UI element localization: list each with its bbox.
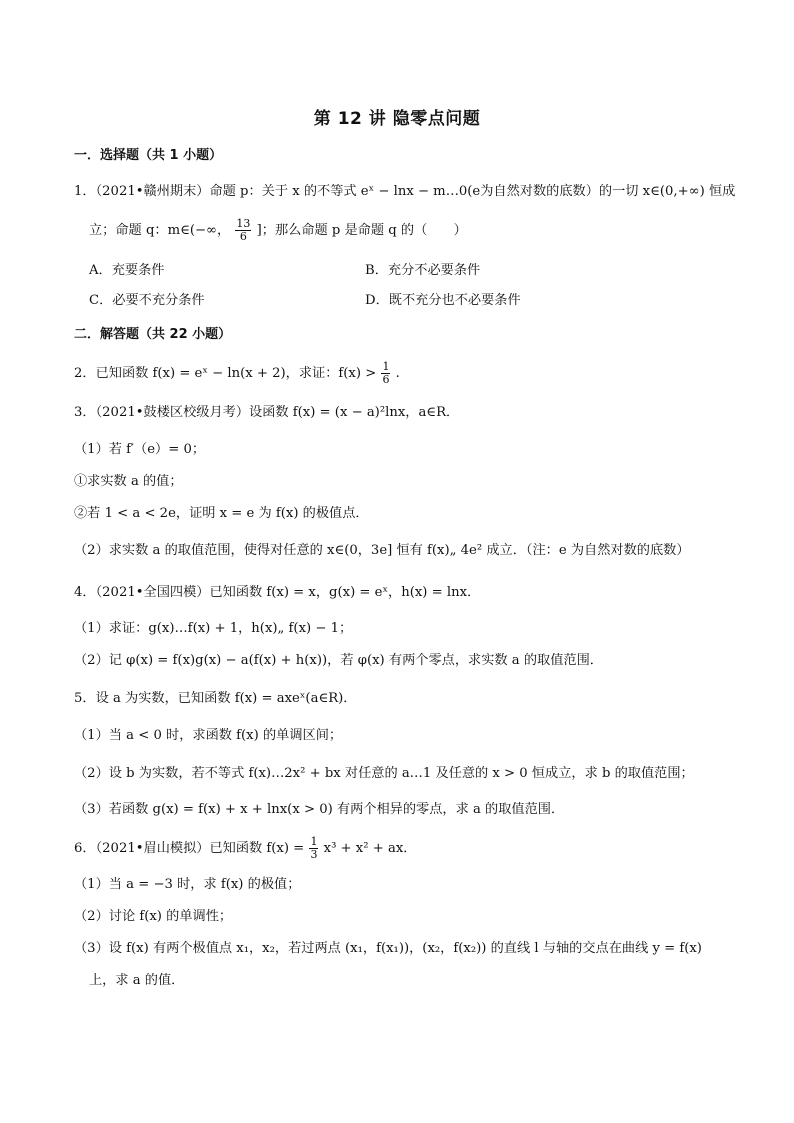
q5-line-4: （3）若函数 g(x) = f(x) + x + lnx(x > 0) 有两个相异的零点，求 a 的取值范围． <box>74 802 565 817</box>
page-title: 第 12 讲 隐零点问题 <box>313 109 481 129</box>
q5-line-2: （1）当 a < 0 时，求函数 f(x) 的单调区间； <box>74 728 343 743</box>
q3-line-1: 3．（2021•鼓楼区校级月考）设函数 f(x) = (x − a)²lnx，a∈R． <box>74 405 460 420</box>
q1-option-b: B．充分不必要条件 <box>365 263 481 278</box>
q4-line-2: （1）求证：g(x)…f(x) + 1，h(x)„ f(x) − 1； <box>74 621 353 636</box>
q6-fraction-denominator: 3 <box>310 848 318 861</box>
q6-text-start: 6．（2021•眉山模拟）已知函数 f(x) = <box>74 841 305 856</box>
q2-fraction-numerator: 1 <box>382 360 390 373</box>
q3-line-2: （1）若 f′（e）= 0； <box>74 442 206 457</box>
section-heading-answer: 二．解答题（共 22 小题） <box>74 327 232 342</box>
q2-fraction <box>381 361 390 386</box>
q2-text-start: 2．已知函数 f(x) = eˣ − ln(x + 2)，求证：f(x) > <box>74 366 377 381</box>
q6-text-end: x³ + x² + ax． <box>323 841 417 856</box>
q1-option-c: C．必要不充分条件 <box>89 293 205 308</box>
q4-line-3: （2）记 φ(x) = f(x)g(x) − a(f(x) + h(x))，若 φ(x) 有两个零点，求实数 a 的取值范围． <box>74 653 603 668</box>
section-heading-choice: 一．选择题（共 1 小题） <box>74 148 223 163</box>
q1-line-2-start: 立；命题 q：m∈(−∞， <box>89 223 231 238</box>
q6-line-4: （3）设 f(x) 有两个极值点 x₁，x₂，若过两点 (x₁，f(x₁))，(x₂，f(x₂)) 的直线 l 与轴的交点在曲线 y = f(x) <box>74 941 702 956</box>
q2-fraction-denominator: 6 <box>382 373 390 386</box>
q6-line-2: （1）当 a = −3 时，求 f(x) 的极值； <box>74 877 301 892</box>
q6-line-5: 上，求 a 的值． <box>89 973 185 988</box>
q6-line-3: （2）讨论 f(x) 的单调性； <box>74 909 233 924</box>
q1-option-a: A．充要条件 <box>89 263 165 278</box>
q1-fraction-denominator: 6 <box>239 230 247 243</box>
q3-line-4: ②若 1 < a < 2e，证明 x = e 为 f(x) 的极值点． <box>74 506 369 521</box>
q1-fraction-numerator: 13 <box>236 217 251 230</box>
q5-line-1: 5．设 a 为实数，已知函数 f(x) = axeˣ(a∈R)． <box>74 691 357 706</box>
q6-fraction <box>309 836 318 861</box>
q4-line-1: 4．（2021•全国四模）已知函数 f(x) = x，g(x) = eˣ，h(x) = lnx． <box>74 585 481 600</box>
q2-text-end: . <box>395 366 400 381</box>
q1-fraction <box>235 218 251 243</box>
q1-line-1: 1．（2021•赣州期末）命题 p：关于 x 的不等式 eˣ − lnx − m…0(e为自然对数的底数）的一切 x∈(0,+∞) 恒成 <box>74 184 736 199</box>
q6-fraction-numerator: 1 <box>310 835 318 848</box>
q1-line-2 <box>89 218 754 243</box>
q3-line-3: ①求实数 a 的值； <box>74 474 183 489</box>
q1-line-2-end: ]；那么命题 p 是命题 q 的（ ） <box>256 223 467 238</box>
q3-line-5: （2）求实数 a 的取值范围，使得对任意的 x∈(0，3e] 恒有 f(x)„ 4e² 成立．（注：e 为自然对数的底数） <box>74 543 690 558</box>
q2-line <box>74 361 754 386</box>
q6-line-1 <box>74 836 754 861</box>
q5-line-3: （2）设 b 为实数，若不等式 f(x)…2x² + bx 对任意的 a…1 及任意的 x > 0 恒成立，求 b 的取值范围； <box>74 766 694 781</box>
q1-option-d: D．既不充分也不必要条件 <box>365 293 521 308</box>
